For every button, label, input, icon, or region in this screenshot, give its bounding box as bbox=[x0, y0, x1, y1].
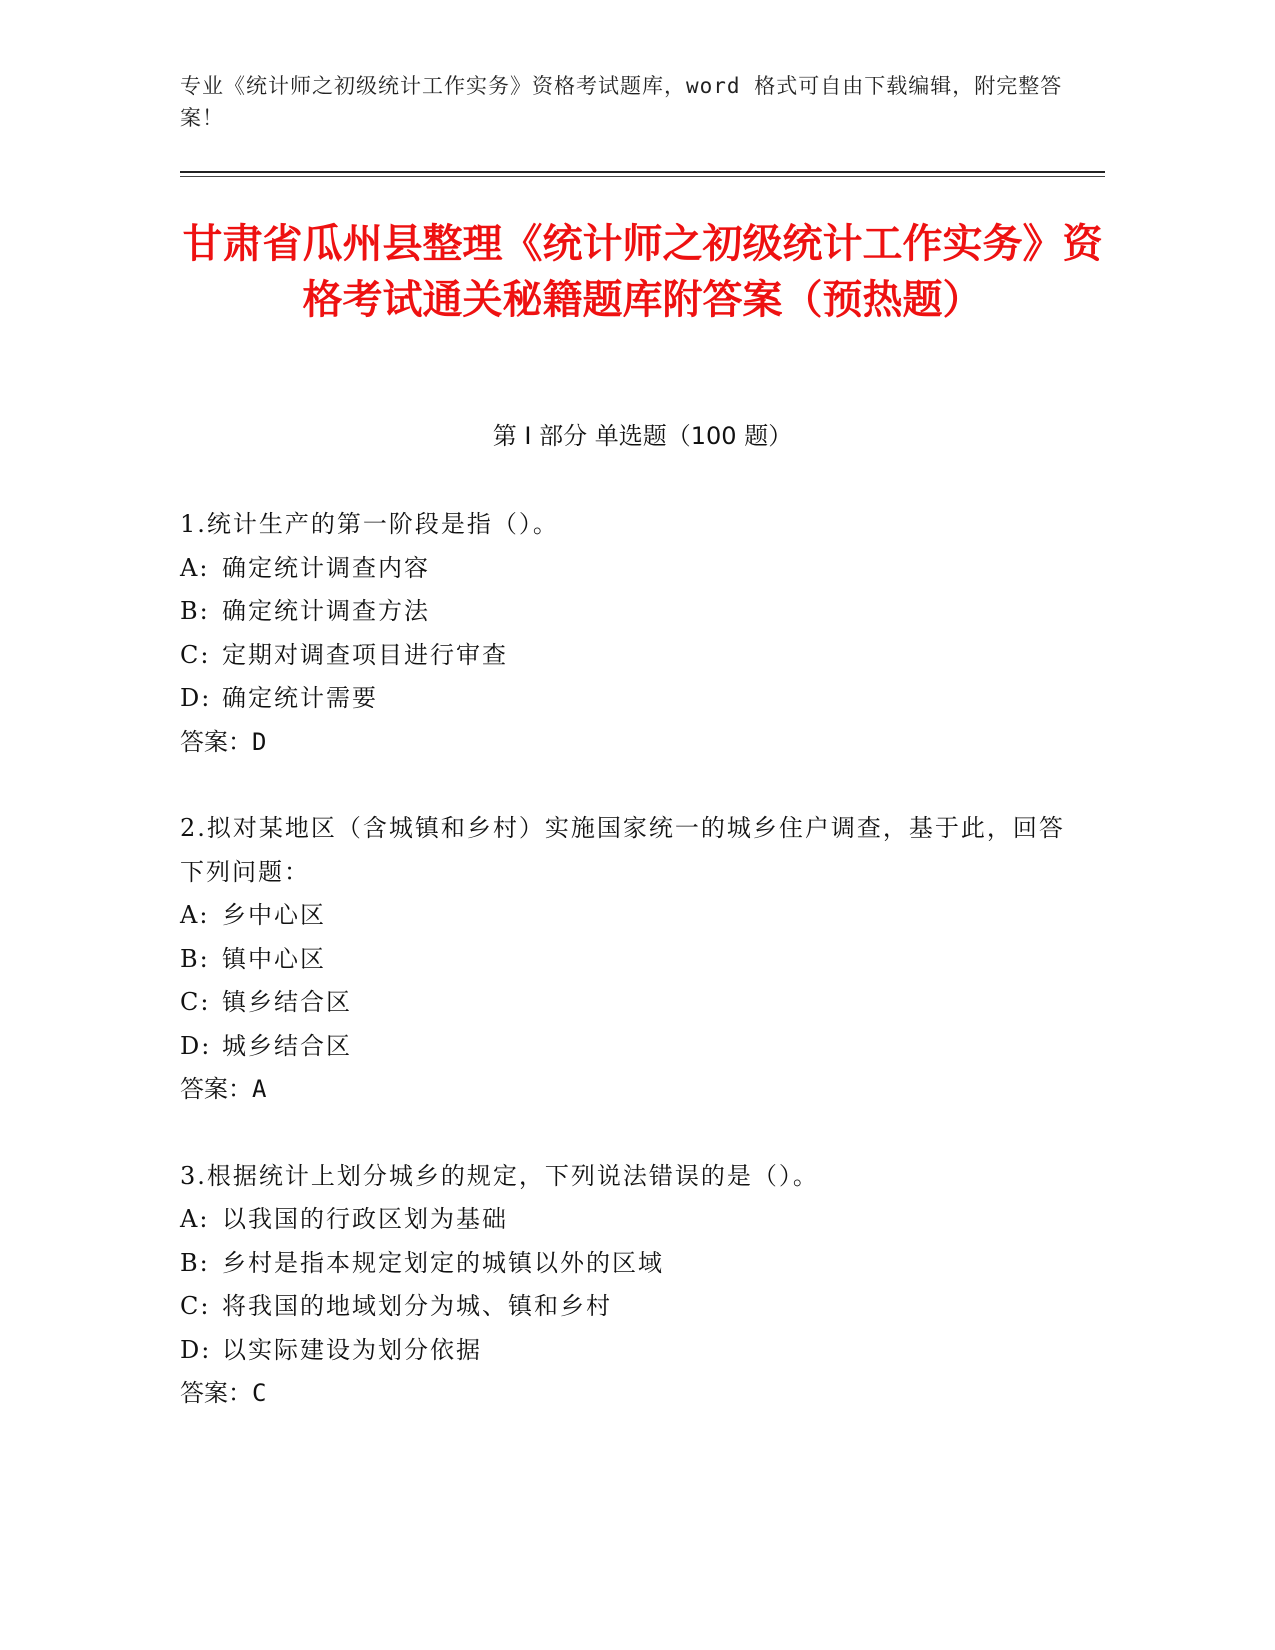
option-key: D: bbox=[180, 684, 212, 712]
answer-line bbox=[180, 721, 1080, 765]
answer-value: A bbox=[252, 1075, 267, 1103]
option-text: 乡村是指本规定划定的城镇以外的区域 bbox=[222, 1248, 664, 1277]
option-b bbox=[180, 590, 1080, 634]
option-key: B: bbox=[180, 597, 210, 625]
option-c bbox=[180, 981, 1080, 1025]
option-text: 镇中心区 bbox=[222, 944, 326, 973]
option-a bbox=[180, 547, 1080, 591]
option-key: D: bbox=[180, 1031, 212, 1060]
option-key: A: bbox=[180, 553, 210, 582]
option-a bbox=[180, 894, 1080, 938]
section-heading: 第 I 部分 单选题（100 题） bbox=[492, 422, 793, 450]
header-divider-thin bbox=[180, 176, 1105, 177]
option-key: A: bbox=[180, 1205, 210, 1233]
question-2 bbox=[180, 807, 1080, 1112]
option-text: 确定统计需要 bbox=[222, 684, 378, 712]
document-title: 甘肃省瓜州县整理《统计师之初级统计工作实务》资格考试通关秘籍题库附答案（预热题） bbox=[182, 221, 1103, 323]
option-key: B: bbox=[180, 1248, 210, 1277]
option-c bbox=[180, 1285, 1080, 1329]
option-key: C: bbox=[180, 988, 211, 1016]
option-text: 乡中心区 bbox=[222, 901, 326, 929]
option-key: A: bbox=[180, 901, 210, 929]
answer-value: D bbox=[252, 727, 267, 756]
option-a bbox=[180, 1198, 1080, 1242]
question-stem: 1.统计生产的第一阶段是指（）。 bbox=[180, 510, 559, 538]
question-stem: 3.根据统计上划分城乡的规定，下列说法错误的是（）。 bbox=[180, 1161, 819, 1190]
option-c bbox=[180, 634, 1080, 678]
option-key: C: bbox=[180, 640, 211, 669]
option-text: 镇乡结合区 bbox=[222, 988, 352, 1016]
option-text: 将我国的地域划分为城、镇和乡村 bbox=[222, 1292, 612, 1320]
option-text: 以实际建设为划分依据 bbox=[222, 1335, 482, 1364]
question-3 bbox=[180, 1155, 1080, 1416]
option-text: 确定统计调查方法 bbox=[222, 597, 430, 625]
option-text: 城乡结合区 bbox=[222, 1031, 352, 1060]
option-key: B: bbox=[180, 944, 210, 973]
header-divider-thick bbox=[180, 171, 1105, 173]
answer-line bbox=[180, 1068, 1080, 1112]
option-d bbox=[180, 677, 1080, 721]
option-text: 以我国的行政区划为基础 bbox=[222, 1205, 508, 1233]
option-d bbox=[180, 1025, 1080, 1069]
option-b bbox=[180, 1242, 1080, 1286]
answer-label: 答案： bbox=[180, 1075, 252, 1103]
option-key: D: bbox=[180, 1335, 212, 1364]
question-stem: 2.拟对某地区（含城镇和乡村）实施国家统一的城乡住户调查，基于此，回答下列问题： bbox=[180, 814, 1065, 886]
answer-value: C bbox=[252, 1379, 267, 1407]
answer-label: 答案： bbox=[180, 1379, 252, 1407]
option-d bbox=[180, 1329, 1080, 1373]
answer-line bbox=[180, 1372, 1080, 1416]
option-key: C: bbox=[180, 1292, 211, 1320]
question-list bbox=[180, 503, 1080, 1459]
option-b bbox=[180, 938, 1080, 982]
option-text: 定期对调查项目进行审查 bbox=[222, 640, 508, 669]
answer-label: 答案： bbox=[180, 727, 252, 756]
question-1 bbox=[180, 503, 1080, 764]
option-text: 确定统计调查内容 bbox=[222, 553, 430, 582]
header-note: 专业《统计师之初级统计工作实务》资格考试题库，word 格式可自由下载编辑，附完整答案！ bbox=[180, 74, 1063, 130]
